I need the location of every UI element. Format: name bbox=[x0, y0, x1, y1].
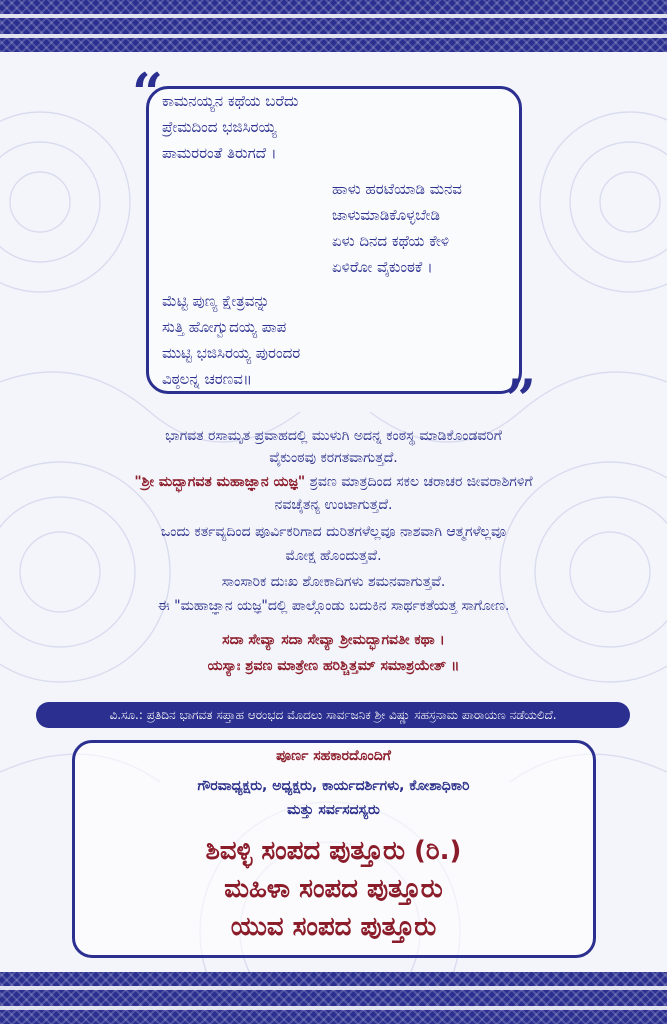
top-border-band bbox=[0, 0, 667, 52]
note-banner: ವಿ.ಸೂ.: ಪ್ರತಿದಿನ ಭಾಗವತ ಸಪ್ತಾಹ ಆರಂಭದ ಮೊದಲು ಸಾರ್ವಜನಿಕ ಶ್ರೀ ವಿಷ್ಣು ಸಹಸ್ರನಾಮ ಪಾರಾಯಣ ನಡೆಯಲಿದೆ. bbox=[36, 702, 630, 728]
body-line: ವೈಕುಂಠವು ಕರಗತವಾಗುತ್ತದೆ. bbox=[269, 450, 398, 466]
band-stripe bbox=[0, 986, 667, 990]
body-line: ಭಾಗವತ ರಸಾಮೃತ ಪ್ರವಾಹದಲ್ಲಿ ಮುಳುಗಿ ಅದನ್ನ ಕಂಠಸ್ಥ ಮಾಡಿಕೊಂಡವರಿಗೆ bbox=[165, 428, 502, 444]
band-stripe bbox=[0, 34, 667, 38]
poem-line: ವಿಠ್ಠಲನ್ನ ಚರಣವ॥ bbox=[162, 370, 253, 388]
poem-line: ಏಳಿರೋ ವೈಕುಂಠಕೆ । bbox=[332, 258, 433, 276]
org-name: ಯುವ ಸಂಪದ ಪುತ್ತೂರು bbox=[230, 912, 437, 942]
open-quote-icon: “ bbox=[132, 61, 164, 125]
poem-line: ಮೆಟ್ಟಿ ಪುಣ್ಯ ಕ್ಷೇತ್ರವನ್ನು bbox=[162, 292, 270, 310]
poem-line: ಕಾಮನಯ್ಯನ ಕಥೆಯ ಬರೆದು bbox=[162, 92, 299, 110]
body-line: ಸಾಂಸಾರಿಕ ದುಃಖ ಶೋಕಾದಿಗಳು ಶಮನವಾಗುತ್ತವೆ. bbox=[221, 574, 446, 590]
poem-line: ಪಾಮರರಂತೆ ತಿರುಗದೆ । bbox=[162, 144, 277, 162]
poem-line: ಸುತ್ತಿ ಹೋಗ್ವುದಯ್ಯ ಪಾಪ bbox=[162, 318, 287, 336]
shloka-line: ಸದಾ ಸೇವ್ಯಾ ಸದಾ ಸೇವ್ಯಾ ಶ್ರೀಮದ್ಭಾಗವತೀ ಕಥಾ । bbox=[222, 632, 445, 648]
poem-line: ಏಳು ದಿನದ ಕಥೆಯ ಕೇಳಿ bbox=[332, 232, 450, 250]
poem-line: ಮುಟ್ಟಿ ಭಜಿಸಿರಯ್ಯ ಪುರಂದರ bbox=[162, 344, 301, 362]
close-quote-icon: ” bbox=[505, 367, 537, 431]
members-line: ಗೌರವಾಧ್ಯಕ್ಷರು, ಅಧ್ಯಕ್ಷರು, ಕಾರ್ಯದರ್ಶಿಗಳು, ಕೋಶಾಧಿಕಾರಿ bbox=[197, 778, 470, 794]
org-name: ಶಿವಳ್ಳಿ ಸಂಪದ ಪುತ್ತೂರು (ರಿ.) bbox=[205, 836, 462, 866]
body-line-tail: ಶ್ರವಣ ಮಾತ್ರದಿಂದ ಸಕಲ ಚರಾಚರ ಜೀವರಾಶಿಗಳಿಗೆ bbox=[305, 474, 533, 490]
body-line-mixed bbox=[0, 474, 667, 490]
band-stripe bbox=[0, 14, 667, 18]
credits-heading: ಪೂರ್ಣ ಸಹಕಾರದೊಂದಿಗೆ bbox=[276, 748, 391, 764]
body-line: ಒಂದು ಕರ್ತವ್ಯದಿಂದ ಪೂರ್ವಿಕರಿಗಾದ ದುರಿತಗಳೆಲ್ಲವೂ ನಾಶವಾಗಿ ಆತ್ಮಗಳೆಲ್ಲವೂ bbox=[160, 524, 507, 540]
body-line: ನವಚೈತನ್ಯ ಉಂಟಾಗುತ್ತದೆ. bbox=[274, 497, 393, 513]
yajna-title: "ಶ್ರೀ ಮದ್ಭಾಗವತ ಮಹಾಜ್ಞಾನ ಯಜ್ಞ" bbox=[134, 474, 306, 490]
org-name: ಮಹಿಳಾ ಸಂಪದ ಪುತ್ತೂರು bbox=[224, 874, 443, 904]
poem-line: ಜಾಳುಮಾಡಿಕೊಳ್ಳಬೇಡಿ bbox=[332, 206, 440, 224]
poem-line: ಪ್ರೇಮದಿಂದ ಭಜಿಸಿರಯ್ಯ bbox=[162, 118, 277, 136]
body-line: ಮೋಕ್ಷ ಹೊಂದುತ್ತವೆ. bbox=[285, 548, 382, 564]
body-line: ಈ "ಮಹಾಜ್ಞಾನ ಯಜ್ಞ"ದಲ್ಲಿ ಪಾಲ್ಗೊಂಡು ಬದುಕಿನ ಸಾರ್ಥಕತೆಯತ್ತ ಸಾಗೋಣ. bbox=[157, 598, 510, 614]
shloka-line: ಯಸ್ಯಾಃ ಶ್ರವಣ ಮಾತ್ರೇಣ ಹರಿಶ್ಚಿತ್ತಮ್ ಸಮಾಶ್ರಯೇತ್ ॥ bbox=[207, 658, 460, 674]
members-line: ಮತ್ತು ಸರ್ವಸದಸ್ಯರು bbox=[287, 802, 380, 818]
poem-line: ಹಾಳು ಹರಟೆಯಾಡಿ ಮನವ bbox=[332, 180, 462, 198]
bottom-border-band bbox=[0, 972, 667, 1024]
band-stripe bbox=[0, 1006, 667, 1010]
